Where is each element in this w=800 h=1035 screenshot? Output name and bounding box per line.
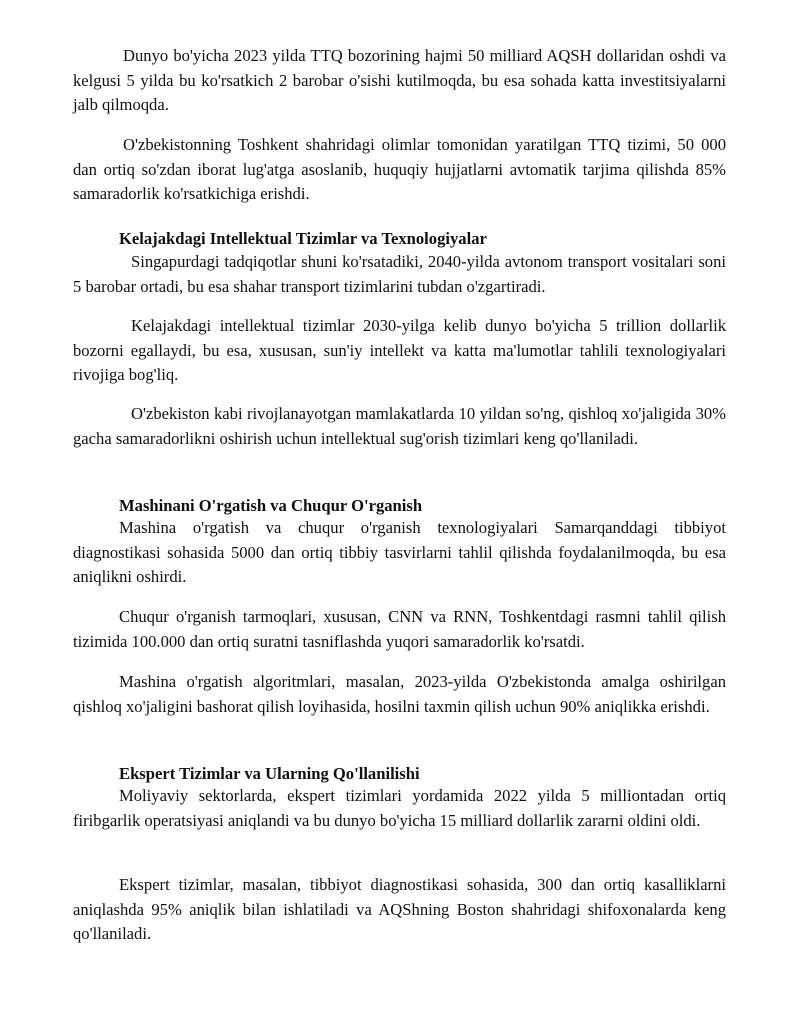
paragraph: Ekspert tizimlar, masalan, tibbiyot diagnostikasi sohasida, 300 dan ortiq kasalliklarni aniqlashda 95% aniqlik bilan ishlatiladi va AQShning Boston shahridagi shifoxonalarda keng qo'llaniladi. bbox=[73, 875, 726, 944]
paragraph: O'zbekiston kabi rivojlanayotgan mamlakatlarda 10 yildan so'ng, qishloq xo'jaligida 30% gacha samaradorlikni oshirish uchun intellektual sug'orish tizimlari keng qo'llaniladi. bbox=[73, 404, 726, 448]
section-heading: Kelajakdagi Intellektual Tizimlar va Texnologiyalar bbox=[119, 229, 487, 248]
paragraph: Chuqur o'rganish tarmoqlari, xususan, CNN va RNN, Toshkentdagi rasmni tahlil qilish tizimida 100.000 dan ortiq suratni tasniflashda yuqori samaradorlik ko'rsatdi. bbox=[73, 607, 726, 651]
paragraph: Singapurdagi tadqiqotlar shuni ko'rsatadiki, 2040-yilda avtonom transport vositalari soni 5 barobar ortadi, bu esa shahar transport tizimlarini tubdan o'zgartiradi. bbox=[73, 252, 726, 296]
paragraph: Moliyaviy sektorlarda, ekspert tizimlari yordamida 2022 yilda 5 milliontadan ortiq firibgarlik operatsiyasi aniqlandi va bu dunyo bo'yicha 15 milliard dollarlik zararni oldini oldi. bbox=[73, 786, 726, 830]
paragraph: O'zbekistonning Toshkent shahridagi olimlar tomonidan yaratilgan TTQ tizimi, 50 000 dan ortiq so'zdan iborat lug'atga asoslanib, huquqiy hujjatlarni avtomatik tarjima qilishda 85% samaradorlik ko'rsatkichiga erishdi. bbox=[73, 135, 726, 204]
paragraph: Mashina o'rgatish va chuqur o'rganish texnologiyalari Samarqanddagi tibbiyot diagnostikasi sohasida 5000 dan ortiq tibbiy tasvirlarni tahlil qilishda foydalanilmoqda, bu esa aniqlikni oshirdi. bbox=[73, 518, 726, 587]
paragraph: Dunyo bo'yicha 2023 yilda TTQ bozorining hajmi 50 milliard AQSH dollaridan oshdi va kelgusi 5 yilda bu ko'rsatkich 2 barobar o'sishi kutilmoqda, bu esa sohada katta investitsiyalarni jalb qilmoqda. bbox=[73, 46, 726, 115]
section-heading: Mashinani O'rgatish va Chuqur O'rganish bbox=[119, 496, 423, 515]
section-heading: Ekspert Tizimlar va Ularning Qo'llanilishi bbox=[119, 764, 420, 783]
paragraph: Kelajakdagi intellektual tizimlar 2030-yilga kelib dunyo bo'yicha 5 trillion dollarlik bozorni egallaydi, bu esa, xususan, sun'iy intellekt va katta ma'lumotlar tahlili texnologiyalari rivojiga bog'liq. bbox=[73, 316, 726, 385]
paragraph: Mashina o'rgatish algoritmlari, masalan, 2023-yilda O'zbekistonda amalga oshirilgan qishloq xo'jaligini bashorat qilish loyihasida, hosilni taxmin qilish uchun 90% aniqlikka erishdi. bbox=[73, 672, 726, 716]
